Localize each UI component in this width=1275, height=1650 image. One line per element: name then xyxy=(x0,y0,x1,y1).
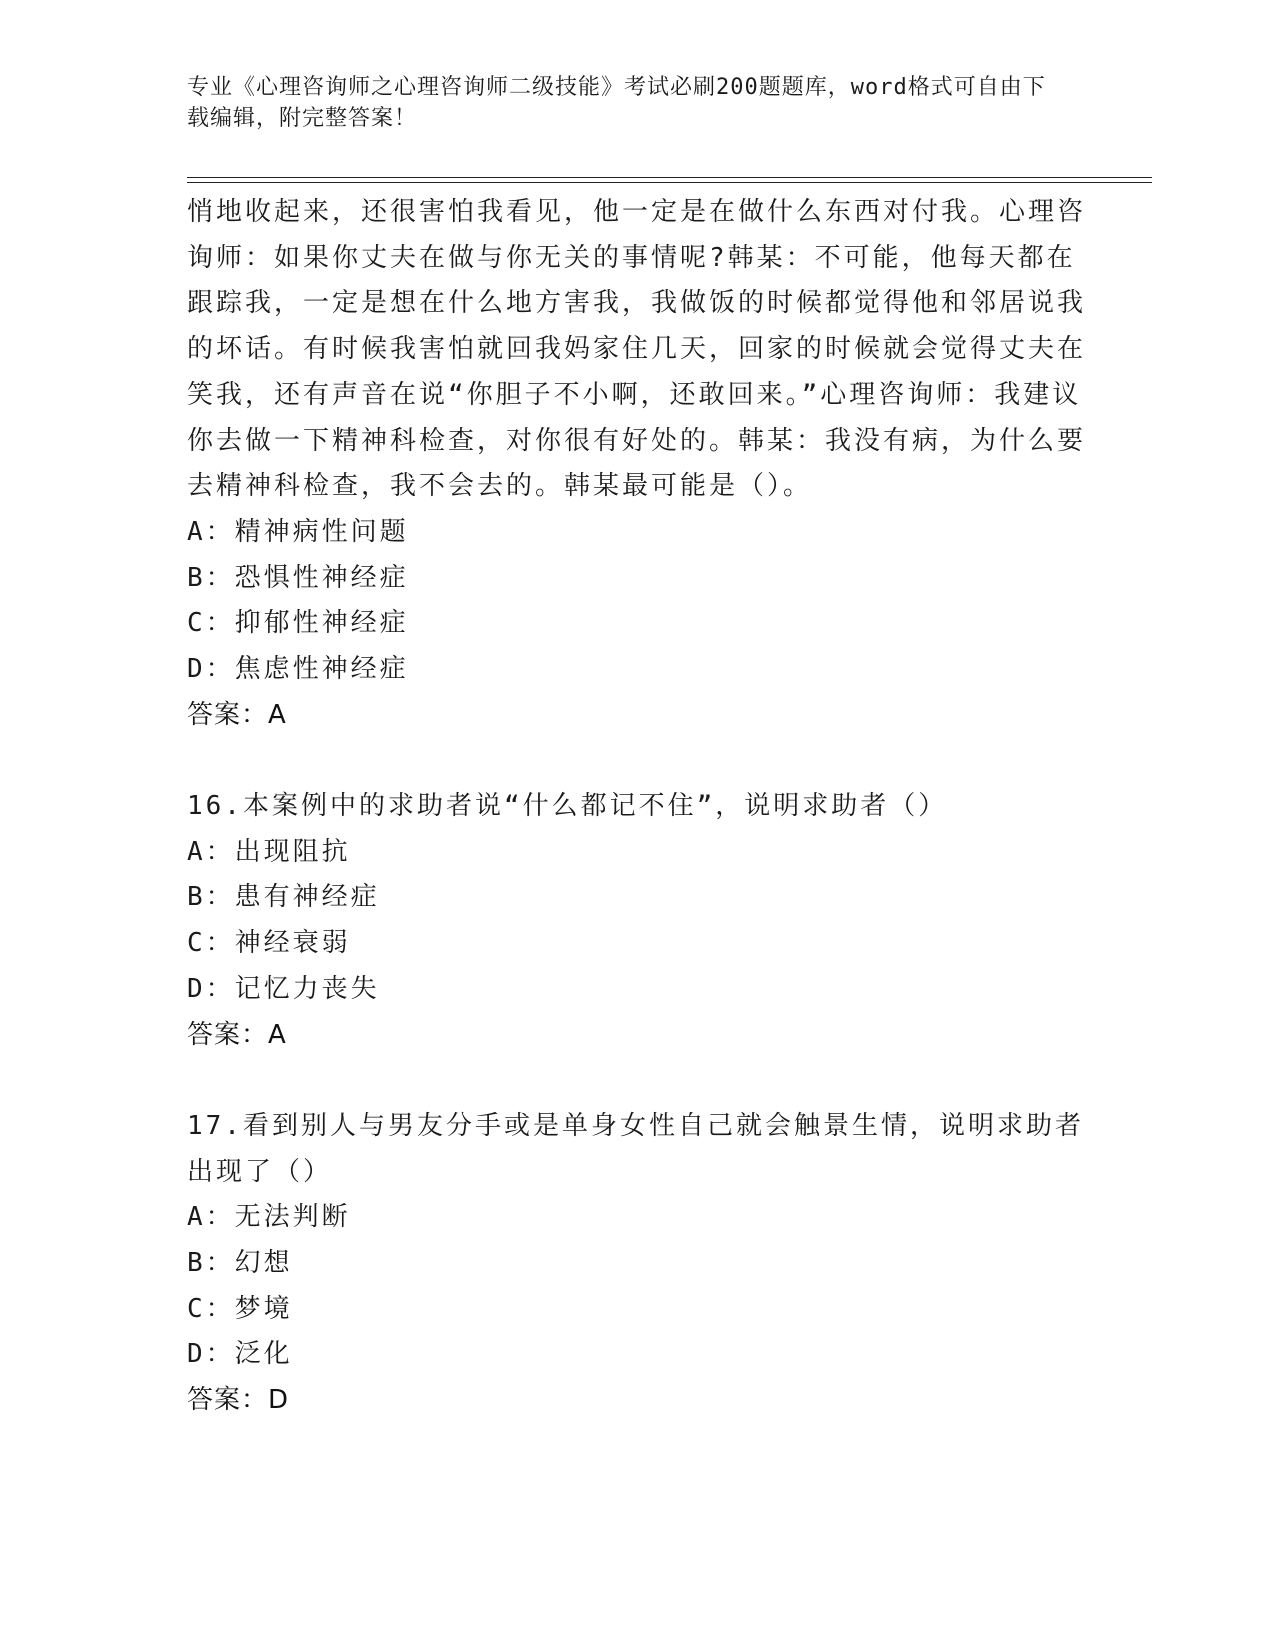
spacer xyxy=(187,738,1087,784)
question-17-stem: 17.看到别人与男友分手或是单身女性自己就会触景生情，说明求助者出现了（） xyxy=(187,1110,1084,1187)
header-rule-top xyxy=(187,177,1152,178)
question-15-option-b: B：恐惧性神经症 xyxy=(187,562,409,593)
question-16-stem: 16.本案例中的求助者说“什么都记不住”，说明求助者（） xyxy=(187,791,948,822)
question-17-option-a: A：无法判断 xyxy=(187,1202,351,1233)
question-16-answer: 答案：A xyxy=(187,1019,287,1050)
header-rule-bottom xyxy=(187,182,1152,183)
question-17-option-b: B：幻想 xyxy=(187,1247,293,1278)
question-15-option-c: C：抑郁性神经症 xyxy=(187,608,409,639)
document-body xyxy=(187,190,1087,1424)
question-16-option-c: C：神经衰弱 xyxy=(187,928,351,959)
question-16-option-a: A：出现阻抗 xyxy=(187,836,351,867)
question-15-option-a: A：精神病性问题 xyxy=(187,516,409,547)
question-15-answer: 答案：A xyxy=(187,699,287,730)
document-header: 专业《心理咨询师之心理咨询师二级技能》考试必刷200题题库，word格式可自由下载编辑，附完整答案！ xyxy=(187,75,1046,131)
question-17-option-c: C：梦境 xyxy=(187,1293,293,1324)
question-15-option-d: D：焦虑性神经症 xyxy=(187,653,409,684)
question-17-answer: 答案：D xyxy=(187,1385,290,1416)
spacer xyxy=(187,1058,1087,1104)
question-16-option-b: B：患有神经症 xyxy=(187,882,380,913)
question-15-stem: 悄地收起来，还很害怕我看见，他一定是在做什么东西对付我。心理咨询师：如果你丈夫在做与你无关的事情呢?韩某：不可能，他每天都在跟踪我，一定是想在什么地方害我，我做饭的时候都觉得他和邻居说我的坏话。有时候我害怕就回我妈家住几天，回家的时候就会觉得丈夫在笑我，还有声音在说“你胆子不小啊，还敢回来。”心理咨询师：我建议你去做一下精神科检查，对你很有好处的。韩某：我没有病，为什么要去精神科检查，我不会去的。韩某最可能是（）。 xyxy=(187,197,1087,502)
question-17-option-d: D：泛化 xyxy=(187,1339,293,1370)
question-16-option-d: D：记忆力丧失 xyxy=(187,973,380,1004)
